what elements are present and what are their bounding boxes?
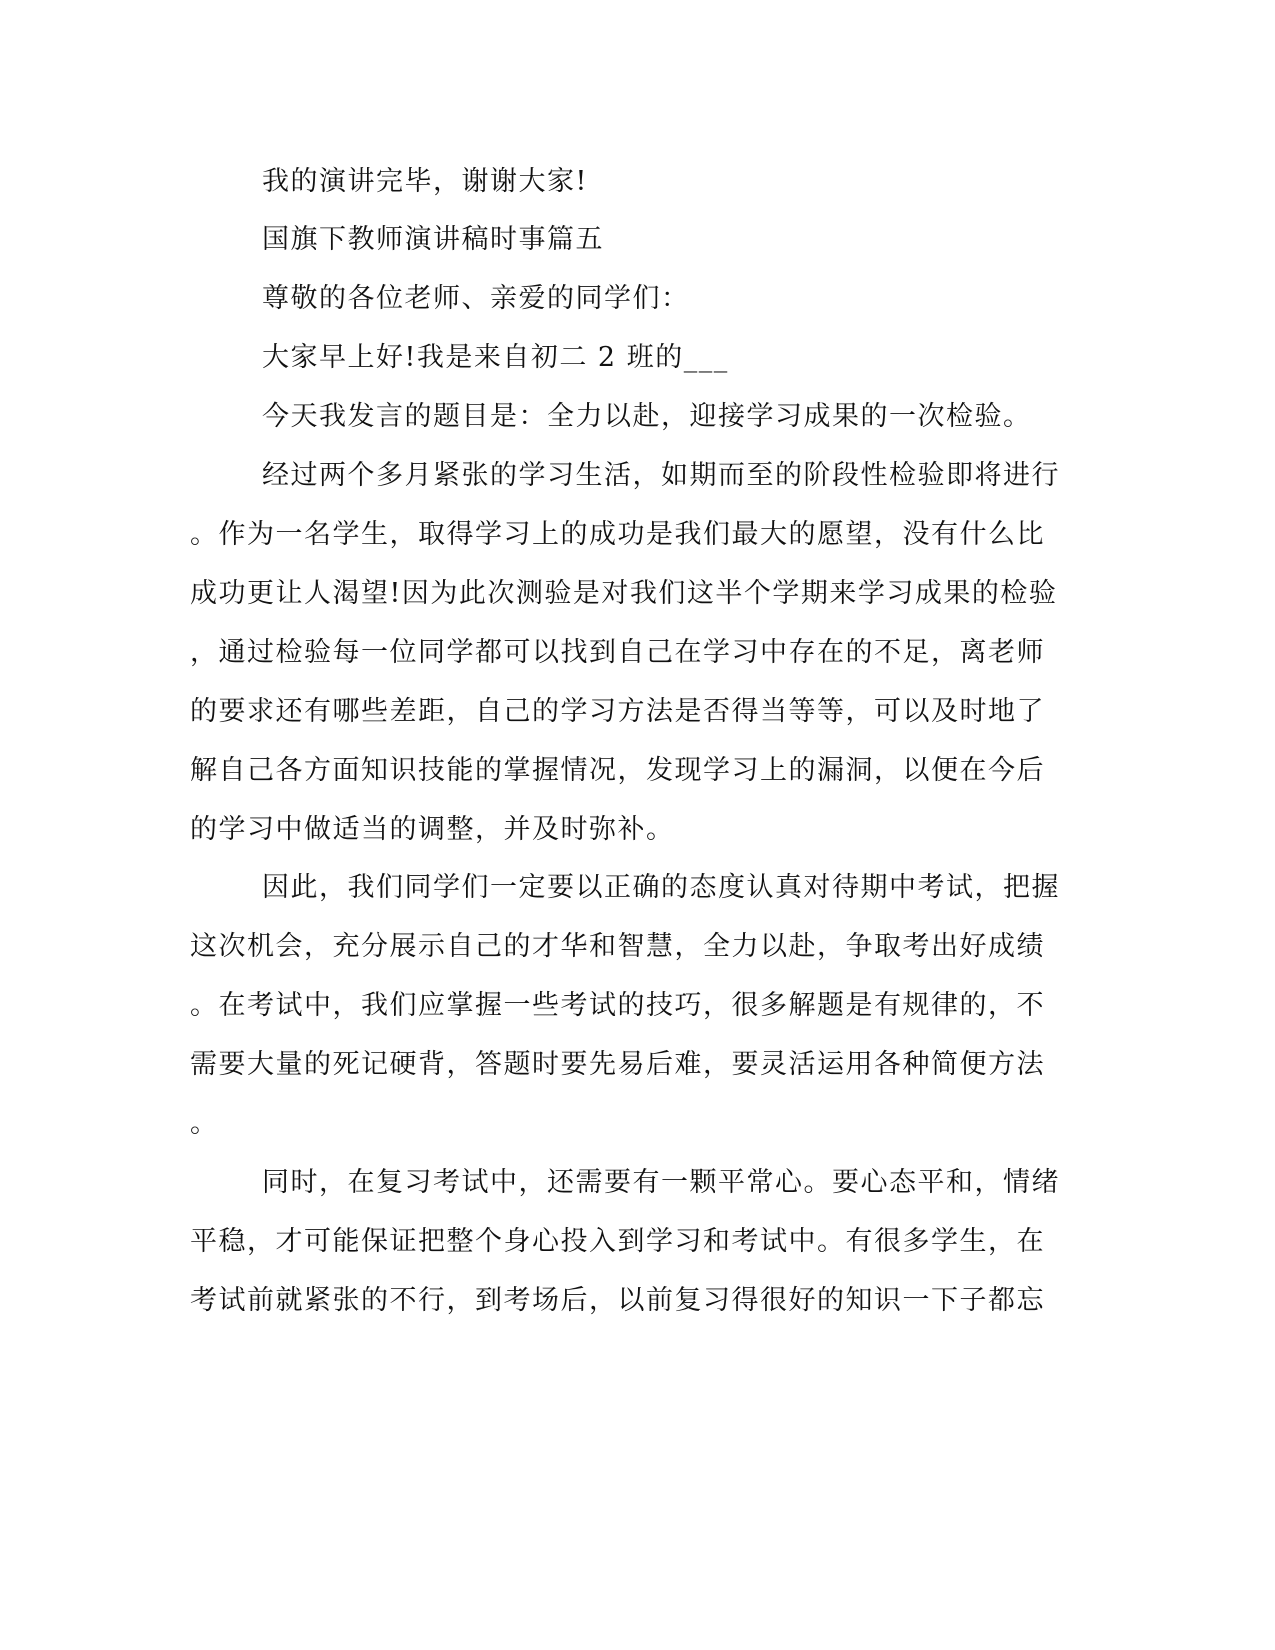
- greeting-line: 大家早上好!我是来自初二 2 班的___: [262, 342, 729, 373]
- paragraph-line: 平稳，才可能保证把整个身心投入到学习和考试中。有很多学生，在: [190, 1226, 1045, 1257]
- paragraph-line: 经过两个多月紧张的学习生活，如期而至的阶段性检验即将进行: [262, 460, 1060, 491]
- paragraph-line: 。在考试中，我们应掌握一些考试的技巧，很多解题是有规律的，不: [190, 990, 1045, 1021]
- paragraph-line: 的学习中做适当的调整，并及时弥补。: [190, 814, 675, 845]
- paragraph-line: ，通过检验每一位同学都可以找到自己在学习中存在的不足，离老师: [190, 637, 1045, 668]
- paragraph-line: 同时，在复习考试中，还需要有一颗平常心。要心态平和，情绪: [262, 1167, 1060, 1198]
- paragraph-line: 因此，我们同学们一定要以正确的态度认真对待期中考试，把握: [262, 872, 1060, 903]
- paragraph-line: 考试前就紧张的不行，到考场后，以前复习得很好的知识一下子都忘: [190, 1285, 1045, 1316]
- salutation: 尊敬的各位老师、亲爱的同学们：: [262, 283, 690, 314]
- paragraph-line: 解自己各方面知识技能的掌握情况，发现学习上的漏洞，以便在今后: [190, 755, 1045, 786]
- paragraph-line: 这次机会，充分展示自己的才华和智慧，全力以赴，争取考出好成绩: [190, 931, 1045, 962]
- section-title: 国旗下教师演讲稿时事篇五: [262, 224, 604, 255]
- paragraph-line: 需要大量的死记硬背，答题时要先易后难，要灵活运用各种简便方法: [190, 1049, 1045, 1080]
- paragraph-line: 。作为一名学生，取得学习上的成功是我们最大的愿望，没有什么比: [190, 519, 1045, 550]
- paragraph-line: 。: [190, 1108, 219, 1139]
- paragraph-line: 成功更让人渴望!因为此次测验是对我们这半个学期来学习成果的检验: [190, 578, 1058, 609]
- closing-line: 我的演讲完毕，谢谢大家!: [262, 166, 588, 197]
- topic-line: 今天我发言的题目是：全力以赴，迎接学习成果的一次检验。: [262, 401, 1032, 432]
- paragraph-line: 的要求还有哪些差距，自己的学习方法是否得当等等，可以及时地了: [190, 696, 1045, 727]
